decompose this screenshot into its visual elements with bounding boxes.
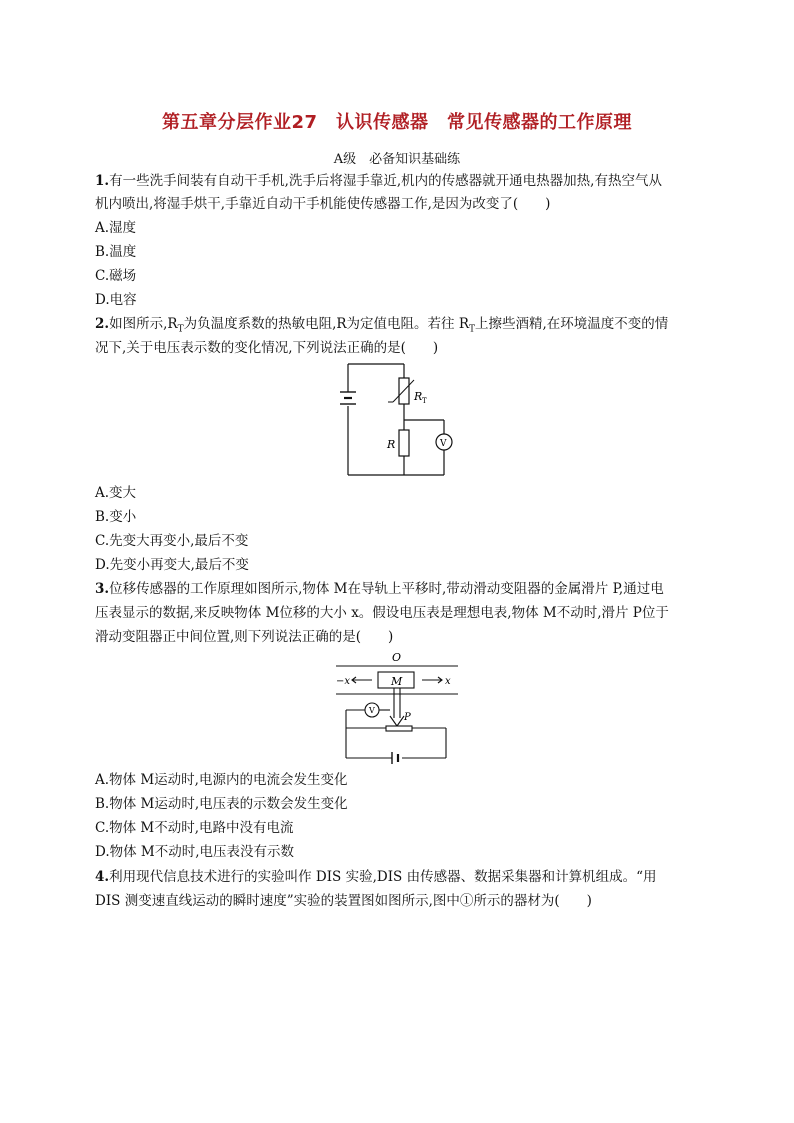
q3-option-d: D.物体 M不动时,电压表没有示数 — [95, 844, 295, 860]
q2-circuit-diagram — [330, 358, 460, 480]
q1-option-b: B.温度 — [95, 244, 137, 260]
q2-text-2: 况下,关于电压表示数的变化情况,下列说法正确的是( ) — [95, 340, 439, 356]
q1-line-1 — [95, 172, 662, 190]
q1-text-2: 机内喷出,将湿手烘干,手靠近自动干手机能使传感器工作,是因为改变了( ) — [95, 196, 551, 212]
q1-option-c: C.磁场 — [95, 268, 137, 284]
q3-negative-x-label: −x — [336, 676, 351, 687]
q3-text-2: 压表显示的数据,来反映物体 M位移的大小 x。假设电压表是理想电表,物体 M不动时,滑片 P位于 — [95, 605, 669, 621]
q3-text-3: 滑动变阻器正中间位置,则下列说法正确的是( ) — [95, 629, 394, 645]
q3-option-c: C.物体 M不动时,电路中没有电流 — [95, 820, 294, 836]
q3-voltmeter-label: V — [369, 706, 375, 715]
q4-number: 4. — [95, 869, 110, 885]
q4-text-1: 利用现代信息技术进行的实验叫作 DIS 实验,DIS 由传感器、数据采集器和计算机组成。“用 — [109, 869, 657, 885]
q4-text-2: DIS 测变速直线运动的瞬时速度”实验的装置图如图所示,图中①所示的器材为( ) — [95, 893, 592, 909]
q2-line-1 — [95, 315, 668, 339]
q1-option-d: D.电容 — [95, 292, 137, 308]
q3-option-a: A.物体 M运动时,电源内的电流会发生变化 — [95, 772, 348, 788]
q4-line-1 — [95, 868, 656, 886]
q2-rt-label: R — [414, 390, 423, 403]
q3-line-1 — [95, 580, 664, 598]
q3-block-label: M — [391, 675, 403, 688]
q2-voltmeter-label: V — [440, 439, 447, 449]
q2-text-1c: 上擦些酒精,在环境温度不变的情 — [475, 316, 669, 332]
q1-number: 1. — [95, 173, 110, 189]
section-heading: A级 必备知识基础练 — [333, 152, 461, 167]
q3-origin-label: O — [392, 651, 402, 664]
q3-displacement-sensor-diagram — [332, 650, 464, 766]
q3-slider-label: P — [404, 712, 411, 723]
q3-option-b: B.物体 M运动时,电压表的示数会发生变化 — [95, 796, 348, 812]
q2-text-1a: 如图所示,R — [109, 316, 178, 332]
q2-text-1b: 为负温度系数的热敏电阻,R为定值电阻。若往 R — [183, 316, 469, 332]
q1-option-a: A.湿度 — [95, 220, 137, 236]
q2-subscript-2: T — [469, 324, 476, 335]
q2-option-b: B.变小 — [95, 509, 137, 525]
q3-text-1: 位移传感器的工作原理如图所示,物体 M在导轨上平移时,带动滑动变阻器的金属滑片 P,通过电 — [109, 581, 664, 597]
q3-number: 3. — [95, 581, 110, 597]
q2-rt-subscript: T — [422, 397, 427, 405]
q2-number: 2. — [95, 316, 110, 332]
q2-option-d: D.先变小再变大,最后不变 — [95, 557, 249, 573]
q2-r-label: R — [387, 438, 396, 451]
q2-option-c: C.先变大再变小,最后不变 — [95, 533, 249, 549]
q2-subscript-1: T — [177, 324, 184, 335]
page-title: 第五章分层作业27 认识传感器 常见传感器的工作原理 — [161, 112, 633, 133]
q2-option-a: A.变大 — [95, 485, 137, 501]
q1-text-1: 有一些洗手间装有自动干手机,洗手后将湿手靠近,机内的传感器就开通电热器加热,有热空气从 — [109, 173, 662, 189]
q3-positive-x-label: x — [445, 676, 451, 687]
